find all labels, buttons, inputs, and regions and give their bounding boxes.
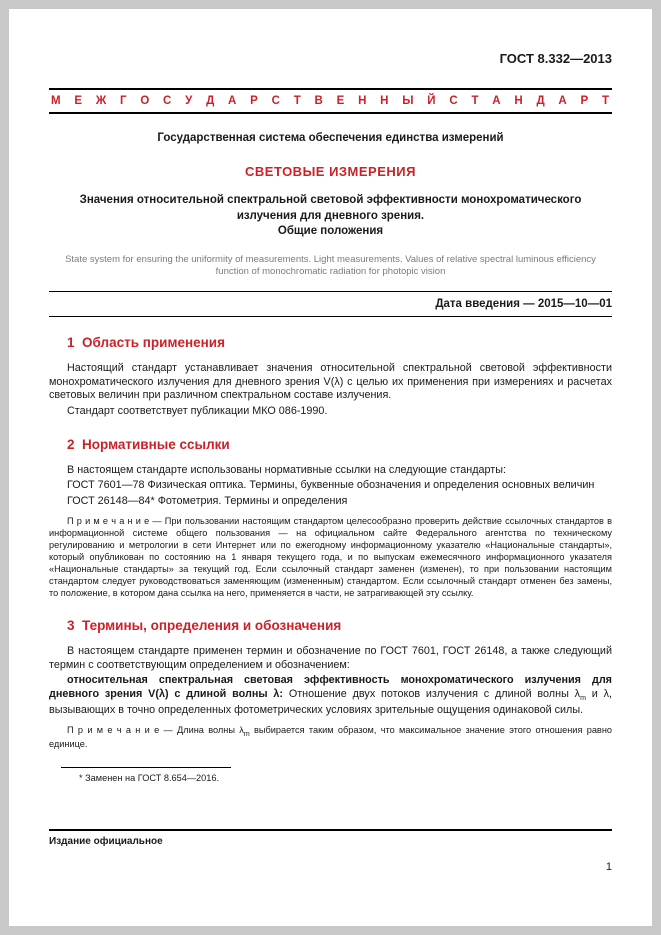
document-page (9, 9, 652, 926)
section-1-paragraph-2: Стандарт соответствует публикации МКО 086-1990. (67, 404, 328, 417)
footnote-divider (61, 767, 231, 768)
section-2-note: П р и м е ч а н и е — При пользовании настоящим стандартом целесообразно проверить действие ссылочных стандартов в информационной системе общего пользования — на официальном сайте Федерального агентства по техническому регулированию и метрологии в сети Интернет или по ежегодному информационному указателю «Национальные стандарты», который опубликован по состоянию на 1 января текущего года, и по выпускам ежемесячного информационного указателя «Национальные стандарты» за текущий год. Если ссылочный стандарт заменен (изменен), то при пользовании настоящим стандартом следует руководствоваться заменяющим (измененным) стандартом. Если ссылочный стандарт отменен без замены, то положение, в котором дана ссылка на него, применяется в части, не затрагивающей эту ссылку. (49, 516, 612, 599)
effective-date: Дата введения — 2015—10—01 (49, 291, 612, 317)
section-3-note-part-b: выбирается таким образом, что максимальное значение этого отношения равно единице. (49, 725, 613, 750)
english-abstract: State system for ensuring the uniformity of measurements. Light measurements. Values of relative spectral luminous efficiency function of monochromatic radiation for photopic vision (65, 253, 596, 278)
footnote-text: * Заменен на ГОСТ 8.654—2016. (79, 773, 220, 784)
term-definition (49, 674, 612, 717)
section-2-reference-2: ГОСТ 26148—84* Фотометрия. Термины и определения (67, 494, 348, 507)
subtitle-line-2: Общие положения (277, 225, 384, 238)
note-lambda-m-subscript: m (243, 731, 250, 739)
footnote-block (49, 767, 612, 783)
section-2-paragraph-1: В настоящем стандарте использованы нормативные ссылки на следующие стандарты: (67, 463, 506, 476)
section-3-paragraph-1: В настоящем стандарте применен термин и обозначение по ГОСТ 7601, ГОСТ 26148, а также следующий термин с соответствующим определением и обозначением: (49, 645, 612, 671)
term-name: относительная спектральная световая эффективность монохроматического излучения для дневного зрения V(λ) с длиной волны λ: (49, 674, 612, 700)
section-1-paragraph-1: Настоящий стандарт устанавливает значения относительной спектральной световой эффективности монохроматического излучения для дневного зрения V(λ) с целью их применения при измерениях и расчетах световых величин при различном спектральном составе излучения. (49, 362, 612, 402)
document-title: СВЕТОВЫЕ ИЗМЕРЕНИЯ (245, 164, 416, 179)
section-2-reference-1: ГОСТ 7601—78 Физическая оптика. Термины, буквенные обозначения и определения основных величин (67, 479, 595, 492)
page-number: 1 (605, 861, 612, 873)
term-definition-part-b: и λ, вызывающих в точно определенных фотометрических условиях зрительные ощущения одинаковой силы. (49, 687, 612, 716)
section-3-note-part-a: П р и м е ч а н и е — Длина волны λ (67, 725, 244, 736)
document-subtitle (66, 193, 596, 240)
doc-number: ГОСТ 8.332—2013 (499, 51, 612, 66)
section-2-heading: 2 Нормативные ссылки (67, 436, 230, 452)
section-1-heading: 1 Область применения (67, 335, 225, 351)
section-3-note (49, 725, 612, 751)
page-footer (49, 829, 612, 873)
standard-type-banner: М Е Ж Г О С У Д А Р С Т В Е Н Н Ы Й С Т А Н Д А Р Т (49, 88, 612, 114)
term-definition-part-a: Отношение двух потоков излучения с длиной волны λ (283, 687, 581, 700)
lambda-m-subscript: m (580, 694, 586, 702)
subtitle-line-1: Значения относительной спектральной световой эффективности монохроматического излучения для дневного зрения. (79, 194, 582, 222)
system-title: Государственная система обеспечения единства измерений (157, 132, 504, 144)
official-edition-label: Издание официальное (49, 836, 163, 847)
section-3-heading: 3 Термины, определения и обозначения (67, 618, 342, 633)
